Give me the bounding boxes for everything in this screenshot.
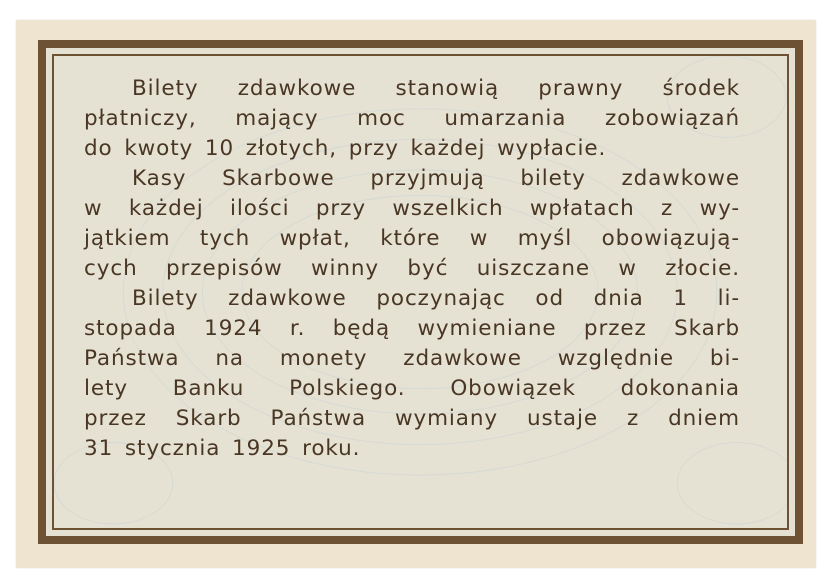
- text-line: do kwoty 10 złotych, przy każdej wypłacie.: [84, 136, 607, 161]
- text-line: cych przepisów winny być uiszczane w złocie.: [84, 256, 740, 281]
- text-line: Państwa na monety zdawkowe względnie bi-: [84, 346, 740, 371]
- text-line: 31 stycznia 1925 roku.: [84, 436, 361, 461]
- text-line: jątkiem tych wpłat, które w myśl obowiązują-: [84, 226, 740, 251]
- text-line: Bilety zdawkowe poczynając od dnia 1 li-: [132, 286, 740, 311]
- text-line: przez Skarb Państwa wymiany ustaje z dniem: [84, 406, 740, 431]
- banknote-reverse: [16, 20, 816, 568]
- inner-frame: [52, 54, 789, 530]
- legal-text: [84, 74, 740, 464]
- text-line: Bilety zdawkowe stanowią prawny środek: [132, 76, 740, 101]
- text-line: lety Banku Polskiego. Obowiązek dokonania: [84, 376, 740, 401]
- text-line: w każdej ilości przy wszelkich wpłatach z wy-: [84, 196, 740, 221]
- outer-frame: [38, 40, 803, 544]
- text-line: płatniczy, mający moc umarzania zobowiązań: [84, 106, 740, 131]
- text-line: stopada 1924 r. będą wymieniane przez Skarb: [84, 316, 740, 341]
- text-line: Kasy Skarbowe przyjmują bilety zdawkowe: [132, 166, 740, 191]
